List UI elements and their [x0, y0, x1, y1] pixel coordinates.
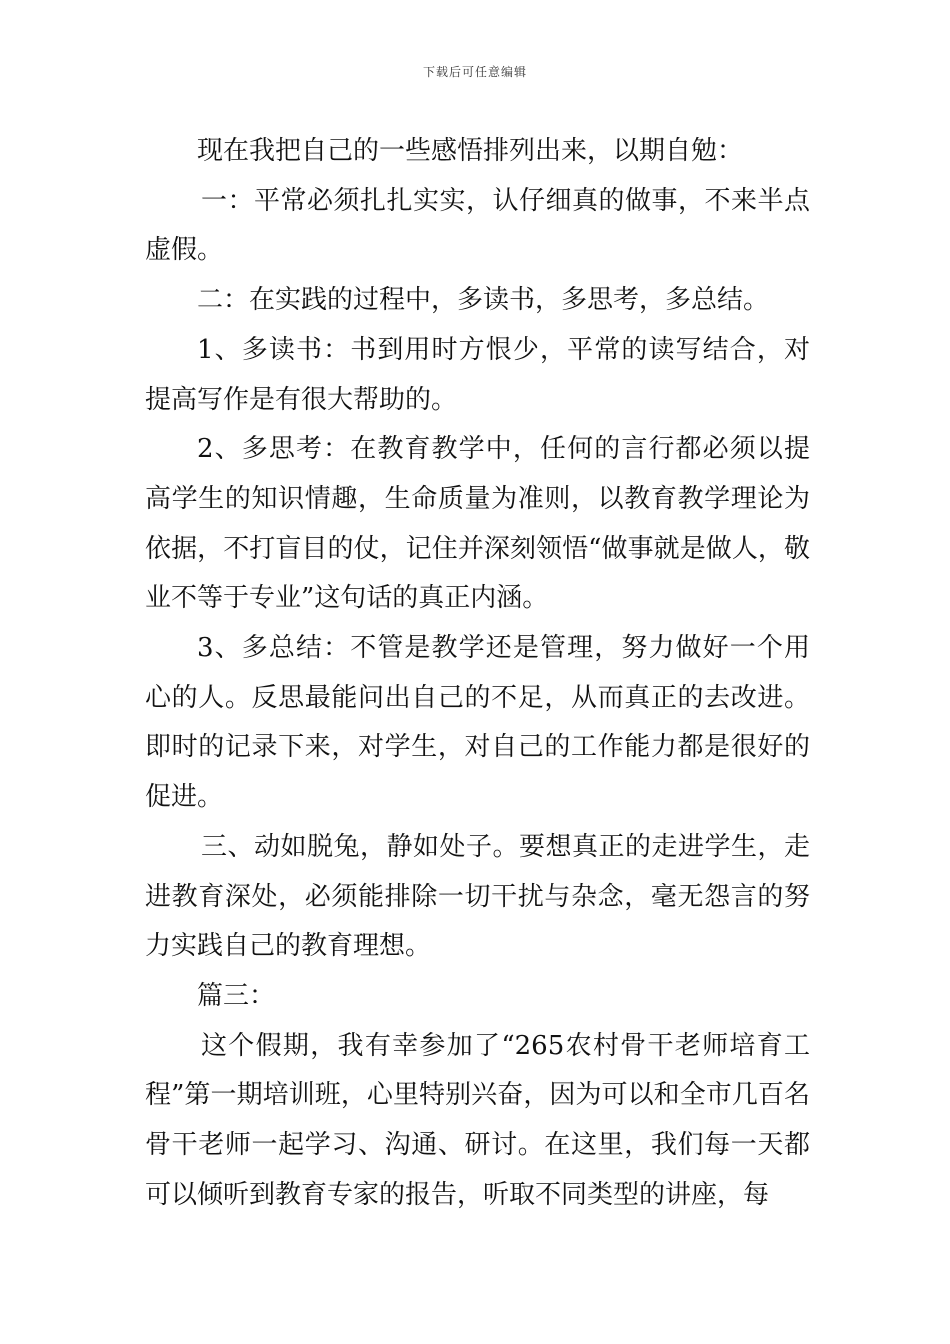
page-header: 下载后可任意编辑	[422, 65, 527, 79]
paragraph-point-two: 二：在实践的过程中，多读书，多思考，多总结。	[197, 285, 770, 316]
document-body	[145, 127, 810, 1220]
paragraph-think-more: 2、多思考：在教育教学中，任何的言行都必须以提高学生的知识情趣，生命质量为准则，以教育教学理论为依据，不打盲目的仗，记住并深刻领悟“做事就是做人，敬业不等于专业”这句话的真正内涵。	[145, 434, 810, 614]
section-heading: 篇三：	[197, 980, 276, 1011]
paragraph-summarize-more: 3、多总结：不管是教学还是管理，努力做好一个用心的人。反思最能问出自己的不足，从而真正的去改进。即时的记录下来，对学生，对自己的工作能力都是很好的促进。	[145, 633, 810, 813]
paragraph-intro: 现在我把自己的一些感悟排列出来，以期自勉：	[197, 136, 744, 166]
paragraph-point-three: 三、动如脱兔，静如处子。要想真正的走进学生，走进教育深处，必须能排除一切干扰与杂念，毫无怨言的努力实践自己的教育理想。	[145, 831, 810, 962]
paragraph-read-more: 1、多读书：书到用时方恨少，平常的读写结合，对提高写作是有很大帮助的。	[145, 334, 810, 415]
paragraph-section-three: 这个假期，我有幸参加了“265农村骨干老师培育工程”第一期培训班，心里特别兴奋，因为可以和全市几百名骨干老师一起学习、沟通、研讨。在这里，我们每一天都可以倾听到教育专家的报告，听取不同类型的讲座，每	[145, 1030, 810, 1210]
paragraph-point-one: 一：平常必须扎扎实实，认仔细真的做事，不来半点虚假。	[145, 185, 810, 266]
